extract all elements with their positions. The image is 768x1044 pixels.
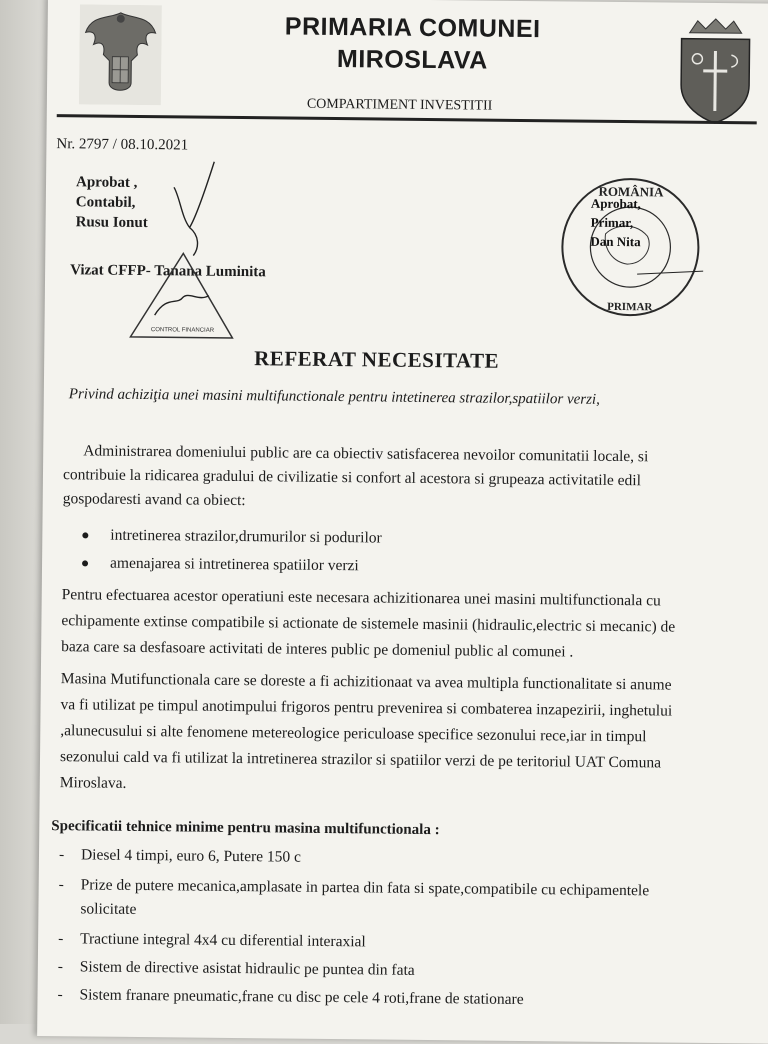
- intro-line-2: contribuie la ridicarea gradului de civilizatie si confort al acestora si grupeaza activitatile edil: [63, 466, 641, 490]
- accountant-signature-icon: [169, 157, 230, 258]
- paragraph3-line-5: Miroslava.: [60, 774, 127, 793]
- bullet-icon: [82, 561, 88, 567]
- spec-item: - Prize de putere mecanica,amplasate in partea din fata si spate,compatibile cu echipamentele: [59, 876, 650, 900]
- approval-right-block: [590, 194, 641, 252]
- approval-right-line1: Aprobat,: [591, 194, 641, 214]
- objective-item: [82, 554, 359, 575]
- spec-item: - Tractiune integral 4x4 cu diferential interaxial: [58, 930, 366, 951]
- paragraph3-line-1: Masina Mutifunctionala care se doreste a fi achizitionaat va avea multipla functionalitate si anume: [61, 670, 672, 694]
- spec-item: - Diesel 4 timpi, euro 6, Putere 150 c: [59, 846, 301, 867]
- spec-item: - Sistem franare pneumatic,frane cu disc pe cele 4 roti,frane de stationare: [57, 986, 523, 1009]
- objective-item: [82, 526, 382, 547]
- spec-text: Prize de putere mecanica,amplasate in partea din fata si spate,compatibile cu echipamentele: [81, 876, 650, 899]
- document-page: [37, 0, 768, 1044]
- intro-line-3: gospodaresti avand ca obiect:: [63, 490, 246, 510]
- approval-right-line3: Dan Nita: [590, 232, 640, 252]
- objective-text: amenajarea si intretinerea spatiilor verzi: [110, 555, 359, 575]
- paragraph3-line-2: va fi utilizat pe timpul anotimpului frigoros pentru prevenirea si combaterea inzapezirii, inghetului: [60, 696, 672, 720]
- visa-cffp: Vizat CFFP- Tanana Luminita: [70, 262, 266, 281]
- bullet-icon: [82, 533, 88, 539]
- paragraph2-line-2: echipamente extinse compatibile si actionate de sistemele masinii (hidraulic,electric si mecanic) de: [61, 612, 675, 636]
- approval-left-line2: Contabil,: [76, 194, 136, 212]
- spec-text: Sistem de directive asistat hidraulic pe puntea din fata: [80, 958, 415, 979]
- header-rule: [57, 114, 757, 124]
- paragraph2-line-3: baza care sa desfasoare activitati de interes public pe domeniul public al comunei .: [61, 638, 573, 661]
- document-title: REFERAT NECESITATE: [254, 346, 499, 374]
- approval-right-line2: Primar,: [591, 213, 641, 233]
- spec-text: Sistem franare pneumatic,frane cu disc pe cele 4 roti,frane de stationare: [79, 986, 523, 1008]
- spec-text: Tractiune integral 4x4 cu diferential interaxial: [80, 930, 366, 950]
- cfp-triangle-stamp-icon: [126, 245, 237, 346]
- specs-title: Specificatii tehnice minime pentru masina multifunctionala :: [51, 818, 439, 839]
- intro-line-1: Administrarea domeniului public are ca obiectiv satisfacerea nevoilor comunitatii locale, si: [83, 442, 648, 466]
- org-name-line1: PRIMARIA COMUNEI: [273, 12, 553, 44]
- paragraph3-line-3: ,alunecusului si alte fenomene metereologice periculoase specifice sezonului rece,iar in timpul: [60, 722, 646, 746]
- svg-text:PRIMAR: PRIMAR: [607, 301, 653, 313]
- registration-number: Nr. 2797 / 08.10.2021: [56, 136, 188, 154]
- svg-text:ROMÂNIA: ROMÂNIA: [598, 184, 664, 200]
- miroslava-crest-icon: [675, 15, 756, 126]
- department-name: COMPARTIMENT INVESTITII: [307, 97, 493, 115]
- approval-left-line1: Aprobat ,: [76, 174, 138, 192]
- svg-text:CONTROL FINANCIAR: CONTROL FINANCIAR: [151, 327, 215, 334]
- spec-item-continued: solicitate: [80, 900, 136, 919]
- document-subject: Privind achiziţia unei masini multifunctionale pentru intetinerea strazilor,spatiilor verzi,: [69, 386, 600, 409]
- org-name-line2: MIROSLAVA: [272, 44, 552, 76]
- paragraph2-line-1: Pentru efectuarea acestor operatiuni este necesara achizitionarea unei masini multifunctionala cu: [62, 586, 661, 610]
- approval-left-line3: Rusu Ionut: [76, 214, 148, 232]
- spec-item: - Sistem de directive asistat hidraulic pe puntea din fata: [58, 958, 415, 980]
- paragraph3-line-4: sezonului cald va fi utilizat la intretinerea strazilor si spatiilor verzi de pe teritoriul UAT Comuna: [60, 748, 661, 772]
- objective-text: intretinerea strazilor,drumurilor si podurilor: [110, 527, 382, 547]
- spec-text: Diesel 4 timpi, euro 6, Putere 150 c: [81, 846, 301, 865]
- romania-coat-of-arms-icon: [79, 4, 162, 105]
